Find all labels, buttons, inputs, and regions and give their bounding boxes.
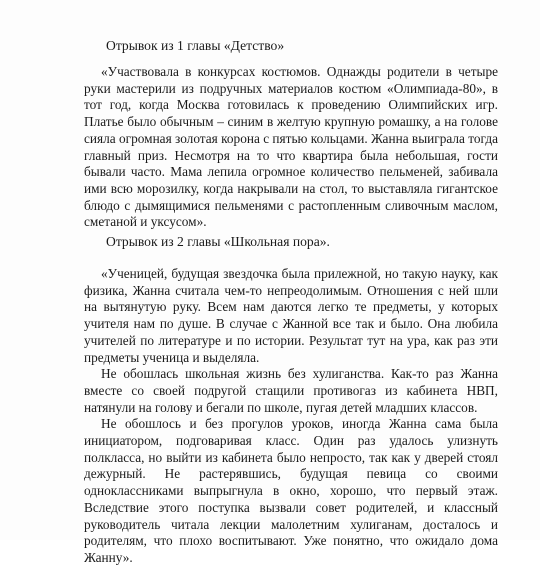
section-1-paragraph-1: «Участвовала в конкурсах костюмов. Однажды родители в четыре руки мастерили из подручных материалов костюм «Олимпиада-80», в тот год, когда Москва готовилась к проведению Олимпийских игр. Платье было обычным – синим в желтую крупную ромашку, а на голове сияла огромная золотая корона с пятью кольцами. Жанна выиграла тогда главный приз. Несмотря на то что квартира была небольшая, гости бывали часто. Мама лепила огромное количество пельменей, забивала ими всю морозилку, когда накрывали на стол, то выставляла гигантское блюдо с дымящимися пельменями с растопленным сливочным маслом, сметаной и уксусом». — [84, 64, 498, 230]
section-2-paragraph-1: «Ученицей, будущая звездочка была прилежной, но такую науку, как физика, Жанна считала чем-то непреодолимым. Отношения с ней шли на вытянутую руку. Всем нам даются легко те предметы, у которых учителя нам по душе. В случае с Жанной все так и было. Она любила учителей по литературе и по истории. Результат тут на ура, как раз эти предметы ученица и выделяла. — [84, 266, 498, 365]
section-2-paragraph-3: Не обошлось и без прогулов уроков, иногда Жанна сама была инициатором, подговаривая класс. Один раз удалось улизнуть полкласса, но выйти из кабинета было непросто, так как у дверей стоял дежурный. Не растерявшись, будущая певица со своими одноклассниками выпрыгнула в окно, хорошо, что первый этаж. Вследствие этого поступка вызвали совет родителей, и классный руководитель читала лекции малолетним хулиганам, досталось и родителям, что плохо воспитывают. Уже понятно, что ожидало дома Жанну». — [84, 416, 498, 565]
section-2-heading: Отрывок из 2 главы «Школьная пора». — [106, 234, 330, 249]
section-2-paragraph-2: Не обошлась школьная жизнь без хулиганства. Как-то раз Жанна вместе со своей подругой стащили противогаз из кабинета НВП, натянули на голову и бегали по школе, пугая детей младших классов. — [84, 366, 498, 415]
section-1-heading: Отрывок из 1 главы «Детство» — [106, 38, 285, 53]
section-2-body — [84, 266, 498, 567]
section-1-body — [84, 64, 498, 231]
